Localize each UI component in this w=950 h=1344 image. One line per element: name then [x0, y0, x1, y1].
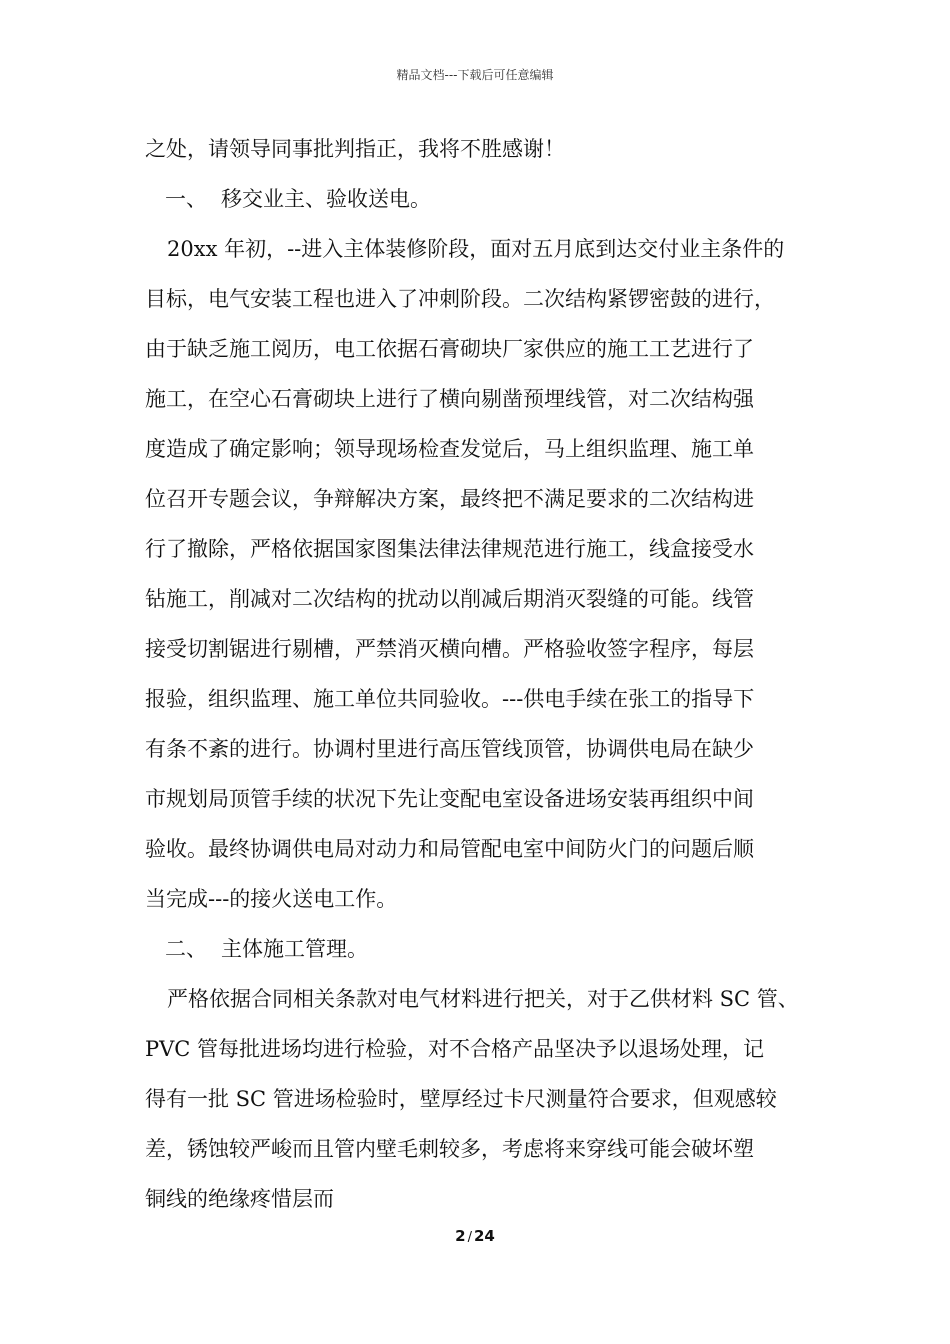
body-line: 度造成了确定影响；领导现场检查发觉后，马上组织监理、施工单 [145, 437, 754, 461]
body-line: 有条不紊的进行。协调村里进行高压管线顶管，协调供电局在缺少 [145, 737, 754, 761]
body-line: 市规划局顶管手续的状况下先让变配电室设备进场安装再组织中间 [145, 787, 754, 811]
body-line: 20xx 年初，--进入主体装修阶段，面对五月底到达交付业主条件的 [167, 237, 785, 261]
section-title: 主体施工管理。 [221, 937, 368, 961]
body-line: 钻施工，削减对二次结构的扰动以削减后期消灭裂缝的可能。线管 [145, 587, 754, 611]
page-number [0, 1227, 950, 1245]
section-number: 二、 [165, 937, 207, 961]
body-line: 接受切割锯进行剔槽，严禁消灭横向槽。严格验收签字程序，每层 [145, 637, 754, 661]
body-line: 位召开专题会议，争辩解决方案，最终把不满足要求的二次结构进 [145, 487, 754, 511]
body-line: 之处，请领导同事批判指正，我将不胜感谢！ [145, 137, 565, 161]
body-line: 差，锈蚀较严峻而且管内壁毛刺较多，考虑将来穿线可能会破坏塑 [145, 1137, 754, 1161]
body-line: 得有一批 SC 管进场检验时，壁厚经过卡尺测量符合要求，但观感较 [145, 1087, 777, 1111]
section-number: 一、 [165, 187, 207, 211]
section-heading-1 [145, 176, 815, 226]
page-header: 精品文档---下载后可任意编辑 [396, 68, 554, 82]
document-body [145, 126, 815, 1226]
body-line: 报验，组织监理、施工单位共同验收。---供电手续在张工的指导下 [145, 687, 755, 711]
body-line: 目标，电气安装工程也进入了冲刺阶段。二次结构紧锣密鼓的进行， [145, 287, 775, 311]
body-line: 严格依据合同相关条款对电气材料进行把关，对于乙供材料 SC 管、 [167, 987, 799, 1011]
total-pages: 24 [473, 1227, 495, 1245]
section-title: 移交业主、验收送电。 [221, 187, 431, 211]
body-line: 施工，在空心石膏砌块上进行了横向剔凿预埋线管，对二次结构强 [145, 387, 754, 411]
body-line: 行了撤除，严格依据国家图集法律法律规范进行施工，线盒接受水 [145, 537, 754, 561]
body-line: 由于缺乏施工阅历，电工依据石膏砌块厂家供应的施工工艺进行了 [145, 337, 754, 361]
page-separator: / [467, 1230, 472, 1245]
body-line: 铜线的绝缘疼惜层而 [145, 1187, 334, 1211]
body-line: PVC 管每批进场均进行检验，对不合格产品坚决予以退场处理，记 [145, 1037, 765, 1061]
body-line: 验收。最终协调供电局对动力和局管配电室中间防火门的问题后顺 [145, 837, 754, 861]
section-heading-2 [145, 926, 815, 976]
body-line: 当完成---的接火送电工作。 [145, 887, 398, 911]
current-page: 2 [455, 1227, 466, 1245]
